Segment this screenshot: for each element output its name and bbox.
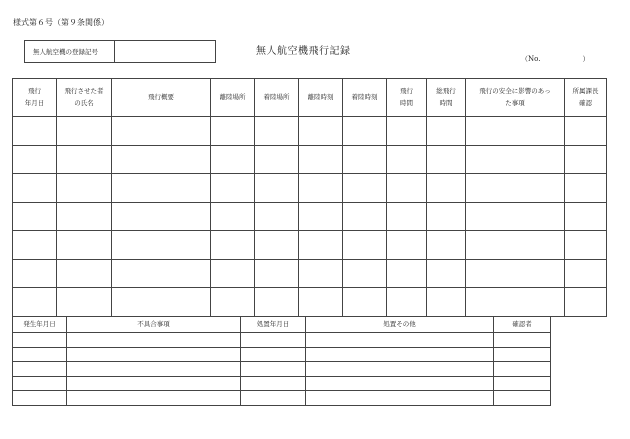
defect-record-cell[interactable]: [67, 362, 241, 377]
header-text-line: 飛行: [28, 86, 41, 95]
defect-record-cell[interactable]: [241, 376, 306, 391]
defect-record-cell[interactable]: [306, 391, 494, 406]
flight-record-cell[interactable]: [112, 174, 211, 203]
flight-record-cell[interactable]: [299, 259, 343, 288]
flight-record-cell[interactable]: [112, 288, 211, 317]
flight-column-header: [565, 79, 607, 117]
flight-record-cell[interactable]: [112, 202, 211, 231]
flight-record-cell[interactable]: [211, 145, 255, 174]
flight-record-cell[interactable]: [299, 117, 343, 146]
document-title: 無人航空機飛行記録: [256, 46, 351, 57]
flight-record-cell[interactable]: [427, 202, 466, 231]
defect-record-row: [13, 333, 551, 348]
flight-record-row: [13, 231, 607, 260]
header-text-line: 時間: [439, 98, 453, 107]
flight-record-cell[interactable]: [466, 288, 565, 317]
defect-record-cell[interactable]: [306, 333, 494, 348]
defect-record-cell[interactable]: [13, 376, 67, 391]
flight-record-cell[interactable]: [387, 231, 427, 260]
flight-record-cell[interactable]: [299, 288, 343, 317]
flight-record-cell[interactable]: [343, 288, 387, 317]
flight-record-cell[interactable]: [211, 117, 255, 146]
flight-record-cell[interactable]: [565, 174, 607, 203]
record-number-suffix: ）: [582, 55, 590, 63]
form-number: 様式第６号（第９条関係）: [13, 18, 109, 27]
flight-column-header: [466, 79, 565, 117]
header-text-line: 時間: [400, 98, 413, 107]
flight-record-cell[interactable]: [427, 231, 466, 260]
header-text-line: 飛行の安全に影響のあっ: [479, 86, 551, 95]
flight-record-row: [13, 288, 607, 317]
defect-record-cell[interactable]: [494, 391, 551, 406]
flight-record-cell[interactable]: [466, 259, 565, 288]
flight-record-row: [13, 202, 607, 231]
record-number-prefix: （No.: [521, 55, 541, 63]
flight-record-cell[interactable]: [255, 259, 299, 288]
flight-record-cell[interactable]: [299, 231, 343, 260]
flight-record-cell[interactable]: [255, 117, 299, 146]
flight-record-cell[interactable]: [466, 202, 565, 231]
flight-record-cell[interactable]: [343, 202, 387, 231]
flight-column-header: [387, 79, 427, 117]
flight-record-cell[interactable]: [255, 145, 299, 174]
flight-column-header: [112, 79, 211, 117]
flight-record-cell[interactable]: [57, 231, 112, 260]
flight-record-cell[interactable]: [427, 145, 466, 174]
flight-record-cell[interactable]: [387, 202, 427, 231]
defect-record-cell[interactable]: [494, 333, 551, 348]
flight-record-cell[interactable]: [13, 231, 57, 260]
header-text-line: 飛行させた者: [64, 86, 104, 95]
flight-record-cell[interactable]: [211, 231, 255, 260]
flight-record-cell[interactable]: [387, 145, 427, 174]
flight-record-cell[interactable]: [255, 288, 299, 317]
flight-record-cell[interactable]: [565, 145, 607, 174]
flight-record-cell[interactable]: [466, 117, 565, 146]
defect-column-header: 処置その他: [306, 317, 494, 333]
flight-column-header: [57, 79, 112, 117]
defect-record-cell[interactable]: [241, 347, 306, 362]
record-number: [521, 54, 589, 64]
flight-record-cell[interactable]: [299, 145, 343, 174]
registration-box: [24, 40, 216, 63]
header-text-line: 総飛行: [436, 86, 456, 95]
flight-record-cell[interactable]: [387, 174, 427, 203]
defect-record-cell[interactable]: [67, 347, 241, 362]
flight-record-cell[interactable]: [13, 202, 57, 231]
defect-record-row: [13, 362, 551, 377]
header-text-line: 飛行概要: [148, 92, 174, 101]
flight-record-cell[interactable]: [211, 174, 255, 203]
flight-record-cell[interactable]: [387, 259, 427, 288]
flight-record-cell[interactable]: [427, 117, 466, 146]
flight-header-row: [13, 79, 607, 117]
header-text-line: 着陸場所: [263, 92, 290, 101]
header-text-line: 所属課長: [572, 86, 599, 95]
flight-record-row: [13, 174, 607, 203]
flight-record-cell[interactable]: [57, 288, 112, 317]
flight-record-cell[interactable]: [13, 288, 57, 317]
defect-record-cell[interactable]: [67, 391, 241, 406]
flight-record-cell[interactable]: [565, 231, 607, 260]
header-text-line: 飛行: [400, 86, 413, 95]
flight-record-cell[interactable]: [343, 174, 387, 203]
flight-record-cell[interactable]: [466, 231, 565, 260]
flight-record-cell[interactable]: [343, 259, 387, 288]
flight-record-cell[interactable]: [57, 174, 112, 203]
flight-record-cell[interactable]: [565, 117, 607, 146]
header-text-line: 年月日: [24, 98, 45, 107]
header-text-line: 確認: [579, 98, 592, 107]
defect-column-header: 処置年月日: [241, 317, 306, 333]
flight-record-row: [13, 145, 607, 174]
flight-column-header: [299, 79, 343, 117]
flight-record-cell[interactable]: [255, 231, 299, 260]
flight-record-cell[interactable]: [387, 117, 427, 146]
header-text-line: 離陸場所: [219, 92, 246, 101]
flight-record-cell[interactable]: [57, 259, 112, 288]
defect-record-cell[interactable]: [13, 391, 67, 406]
defect-record-cell[interactable]: [67, 333, 241, 348]
flight-record-cell[interactable]: [112, 231, 211, 260]
defect-header-row: [13, 317, 551, 333]
flight-record-cell[interactable]: [13, 145, 57, 174]
flight-record-cell[interactable]: [299, 174, 343, 203]
defect-record-cell[interactable]: [306, 376, 494, 391]
flight-record-cell[interactable]: [255, 202, 299, 231]
flight-record-cell[interactable]: [112, 117, 211, 146]
flight-record-cell[interactable]: [565, 202, 607, 231]
flight-record-row: [13, 259, 607, 288]
flight-record-cell[interactable]: [466, 145, 565, 174]
defect-record-cell[interactable]: [241, 362, 306, 377]
flight-record-cell[interactable]: [211, 259, 255, 288]
registration-label: 無人航空機の登録記号: [25, 41, 115, 62]
defect-record-row: [13, 376, 551, 391]
flight-record-cell[interactable]: [466, 174, 565, 203]
defect-record-cell[interactable]: [13, 347, 67, 362]
defect-record-table: [12, 316, 551, 406]
header-text-line: た事項: [505, 98, 525, 107]
header-text-line: の氏名: [74, 98, 94, 107]
flight-record-cell[interactable]: [343, 145, 387, 174]
flight-column-header: [255, 79, 299, 117]
defect-record-cell[interactable]: [306, 347, 494, 362]
flight-record-cell[interactable]: [427, 259, 466, 288]
defect-record-cell[interactable]: [67, 376, 241, 391]
flight-record-cell[interactable]: [13, 117, 57, 146]
defect-record-cell[interactable]: [241, 391, 306, 406]
header-text-line: 着陸時刻: [351, 92, 378, 101]
flight-record-cell[interactable]: [343, 231, 387, 260]
flight-column-header: [13, 79, 57, 117]
defect-record-cell[interactable]: [13, 333, 67, 348]
flight-record-cell[interactable]: [255, 174, 299, 203]
flight-record-cell[interactable]: [13, 174, 57, 203]
defect-record-cell[interactable]: [241, 333, 306, 348]
defect-column-header: 確認者: [494, 317, 551, 333]
flight-record-cell[interactable]: [427, 288, 466, 317]
flight-column-header: [427, 79, 466, 117]
flight-record-cell[interactable]: [57, 117, 112, 146]
defect-record-row: [13, 347, 551, 362]
defect-record-cell[interactable]: [494, 376, 551, 391]
defect-record-row: [13, 391, 551, 406]
flight-record-cell[interactable]: [299, 202, 343, 231]
defect-record-cell[interactable]: [494, 347, 551, 362]
flight-column-header: [343, 79, 387, 117]
flight-record-row: [13, 117, 607, 146]
flight-record-cell[interactable]: [57, 202, 112, 231]
flight-record-cell[interactable]: [565, 259, 607, 288]
flight-record-cell[interactable]: [112, 259, 211, 288]
flight-record-cell[interactable]: [387, 288, 427, 317]
defect-record-cell[interactable]: [494, 362, 551, 377]
defect-record-cell[interactable]: [306, 362, 494, 377]
defect-record-cell[interactable]: [13, 362, 67, 377]
header-text-line: 離陸時刻: [307, 92, 334, 101]
defect-column-header: 不具合事項: [67, 317, 241, 333]
flight-record-cell[interactable]: [427, 174, 466, 203]
flight-record-cell[interactable]: [57, 145, 112, 174]
flight-record-cell[interactable]: [13, 259, 57, 288]
flight-record-cell[interactable]: [343, 117, 387, 146]
flight-record-cell[interactable]: [211, 202, 255, 231]
registration-field[interactable]: [115, 41, 215, 62]
flight-record-cell[interactable]: [112, 145, 211, 174]
defect-column-header: 発生年月日: [13, 317, 67, 333]
flight-column-header: [211, 79, 255, 117]
flight-record-table: [12, 78, 607, 317]
flight-record-cell[interactable]: [565, 288, 607, 317]
flight-record-cell[interactable]: [211, 288, 255, 317]
